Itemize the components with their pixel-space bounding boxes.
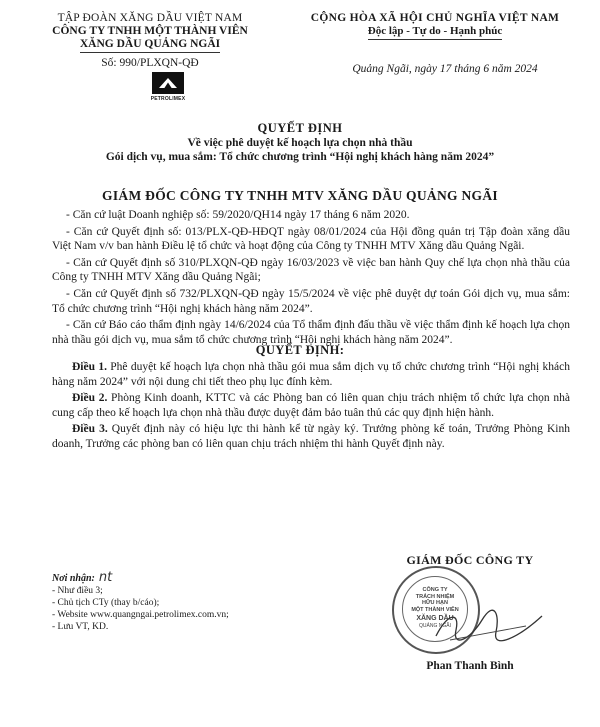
national-motto: Độc lập - Tự do - Hạnh phúc: [368, 25, 502, 40]
ground-item: - Căn cứ Quyết định số 310/PLXQN-QĐ ngày 16/03/2023 về việc ban hành Quy chế lựa chọn nhà thầu của Công ty TNHH MTV Xăng dầu Quảng Ngãi;: [52, 256, 570, 284]
document-date: Quảng Ngãi, ngày 17 tháng 6 năm 2024: [352, 63, 538, 75]
article-3: [52, 422, 570, 451]
stamp-line: XĂNG DẦU: [416, 615, 454, 622]
recipient-item: - Lưu VT, KD.: [52, 622, 109, 632]
signer-name: Phan Thanh Bình: [426, 660, 514, 672]
article-2: [52, 391, 570, 420]
legal-grounds: [52, 208, 570, 349]
article-text: Phòng Kinh doanh, KTTC và các Phòng ban có liên quan chịu trách nhiệm tổ chức lựa chọn nhà cung cấp theo kế hoạch lựa chọn nhà thầu được duyệt đảm bảo tuân thủ các quy định hiện hành.: [52, 392, 570, 419]
ground-item: - Căn cứ Quyết định số: 013/PLX-QĐ-HĐQT ngày 08/01/2024 của Hội đồng quản trị Tập đoàn xăng dầu Việt Nam v/v ban hành Điều lệ tổ chức và hoạt động của Công ty TNHH MTV Xăng dầu Quảng Ngãi.: [52, 225, 570, 253]
handwritten-initials: nt: [98, 570, 113, 585]
stamp-line: TRÁCH NHIỆM: [415, 593, 455, 600]
document-subtitle: [0, 136, 600, 164]
ground-item: - Căn cứ luật Doanh nghiệp số: 59/2020/QH14 ngày 17 tháng 6 năm 2020.: [66, 209, 410, 221]
article-text: Quyết định này có hiệu lực thi hành kể từ ngày ký. Trưởng phòng kế toán, Trưởng Phòng Kinh doanh, Trưởng các phòng ban có liên quan chịu trách nhiệm thi hành Quyết định này.: [52, 423, 570, 450]
petrolimex-logo: [148, 72, 188, 106]
decision-heading: QUYẾT ĐỊNH:: [255, 343, 345, 357]
signature-stroke: [436, 610, 542, 641]
signer-title: GIÁM ĐỐC CÔNG TY: [406, 553, 534, 567]
recipient-item: - Website www.quangngai.petrolimex.com.vn;: [52, 610, 229, 620]
logo-icon: [152, 72, 184, 94]
national-header: [285, 12, 585, 40]
article-label: Điều 1.: [72, 361, 107, 373]
ground-item: - Căn cứ Quyết định số 732/PLXQN-QĐ ngày 15/5/2024 về việc phê duyệt dự toán Gói dịch vụ, mua sắm: Tổ chức chương trình “Hội nghị khách hàng năm 2024”.: [52, 287, 570, 315]
article-label: Điều 2.: [72, 392, 108, 405]
stamp-line: HỮU HẠN: [422, 600, 448, 606]
company-name-line2: XĂNG DẦU QUẢNG NGÃI: [80, 38, 220, 53]
signature-underline: [450, 626, 526, 640]
articles: [52, 360, 570, 454]
stamp-line: MỘT THÀNH VIÊN: [411, 606, 459, 613]
article-1: [52, 360, 570, 389]
recipient-item: - Chủ tịch CTy (thay b/cáo);: [52, 598, 160, 608]
national-title: CỘNG HÒA XÃ HỘI CHỦ NGHĨA VIỆT NAM: [310, 12, 560, 24]
article-label: Điều 3.: [72, 423, 108, 436]
document-number: Số: 990/PLXQN-QĐ: [101, 57, 199, 69]
handwritten-signature: [430, 606, 550, 646]
stamp-line: CÔNG TY: [422, 587, 448, 593]
director-heading: GIÁM ĐỐC CÔNG TY TNHH MTV XĂNG DẦU QUẢNG NGÃI: [102, 188, 498, 203]
recipient-item: - Như điều 3;: [52, 586, 103, 596]
article-text: Phê duyệt kế hoạch lựa chọn nhà thầu gói mua sắm dịch vụ tổ chức chương trình “Hội nghị khách hàng năm 2024” với nội dung chi tiết theo phụ lục đính kèm.: [52, 361, 570, 388]
subtitle-line: Về việc phê duyệt kế hoạch lựa chọn nhà thầu: [187, 137, 413, 149]
logo-text: PETROLIMEX: [150, 96, 186, 102]
document-title: QUYẾT ĐỊNH: [257, 121, 343, 135]
recipients-heading: Nơi nhận:: [52, 573, 95, 584]
subtitle-line: Gói dịch vụ, mua sắm: Tổ chức chương trình “Hội nghị khách hàng năm 2024”: [105, 151, 495, 163]
issuer-header: [30, 12, 270, 70]
parent-group-name: TẬP ĐOÀN XĂNG DẦU VIỆT NAM: [57, 12, 243, 24]
recipients: [52, 572, 352, 633]
stamp-line: QUẢNG NGÃI: [419, 623, 451, 629]
company-name: CÔNG TY TNHH MỘT THÀNH VIÊN: [52, 25, 248, 37]
ground-item: - Căn cứ Báo cáo thẩm định ngày 14/6/2024 của Tổ thẩm định đấu thầu về việc thẩm định kế hoạch lựa chọn nhà thầu gói dịch vụ, mua sắm tổ chức chương trình “Hội nghị khách hàng năm 2024”.: [52, 319, 570, 346]
